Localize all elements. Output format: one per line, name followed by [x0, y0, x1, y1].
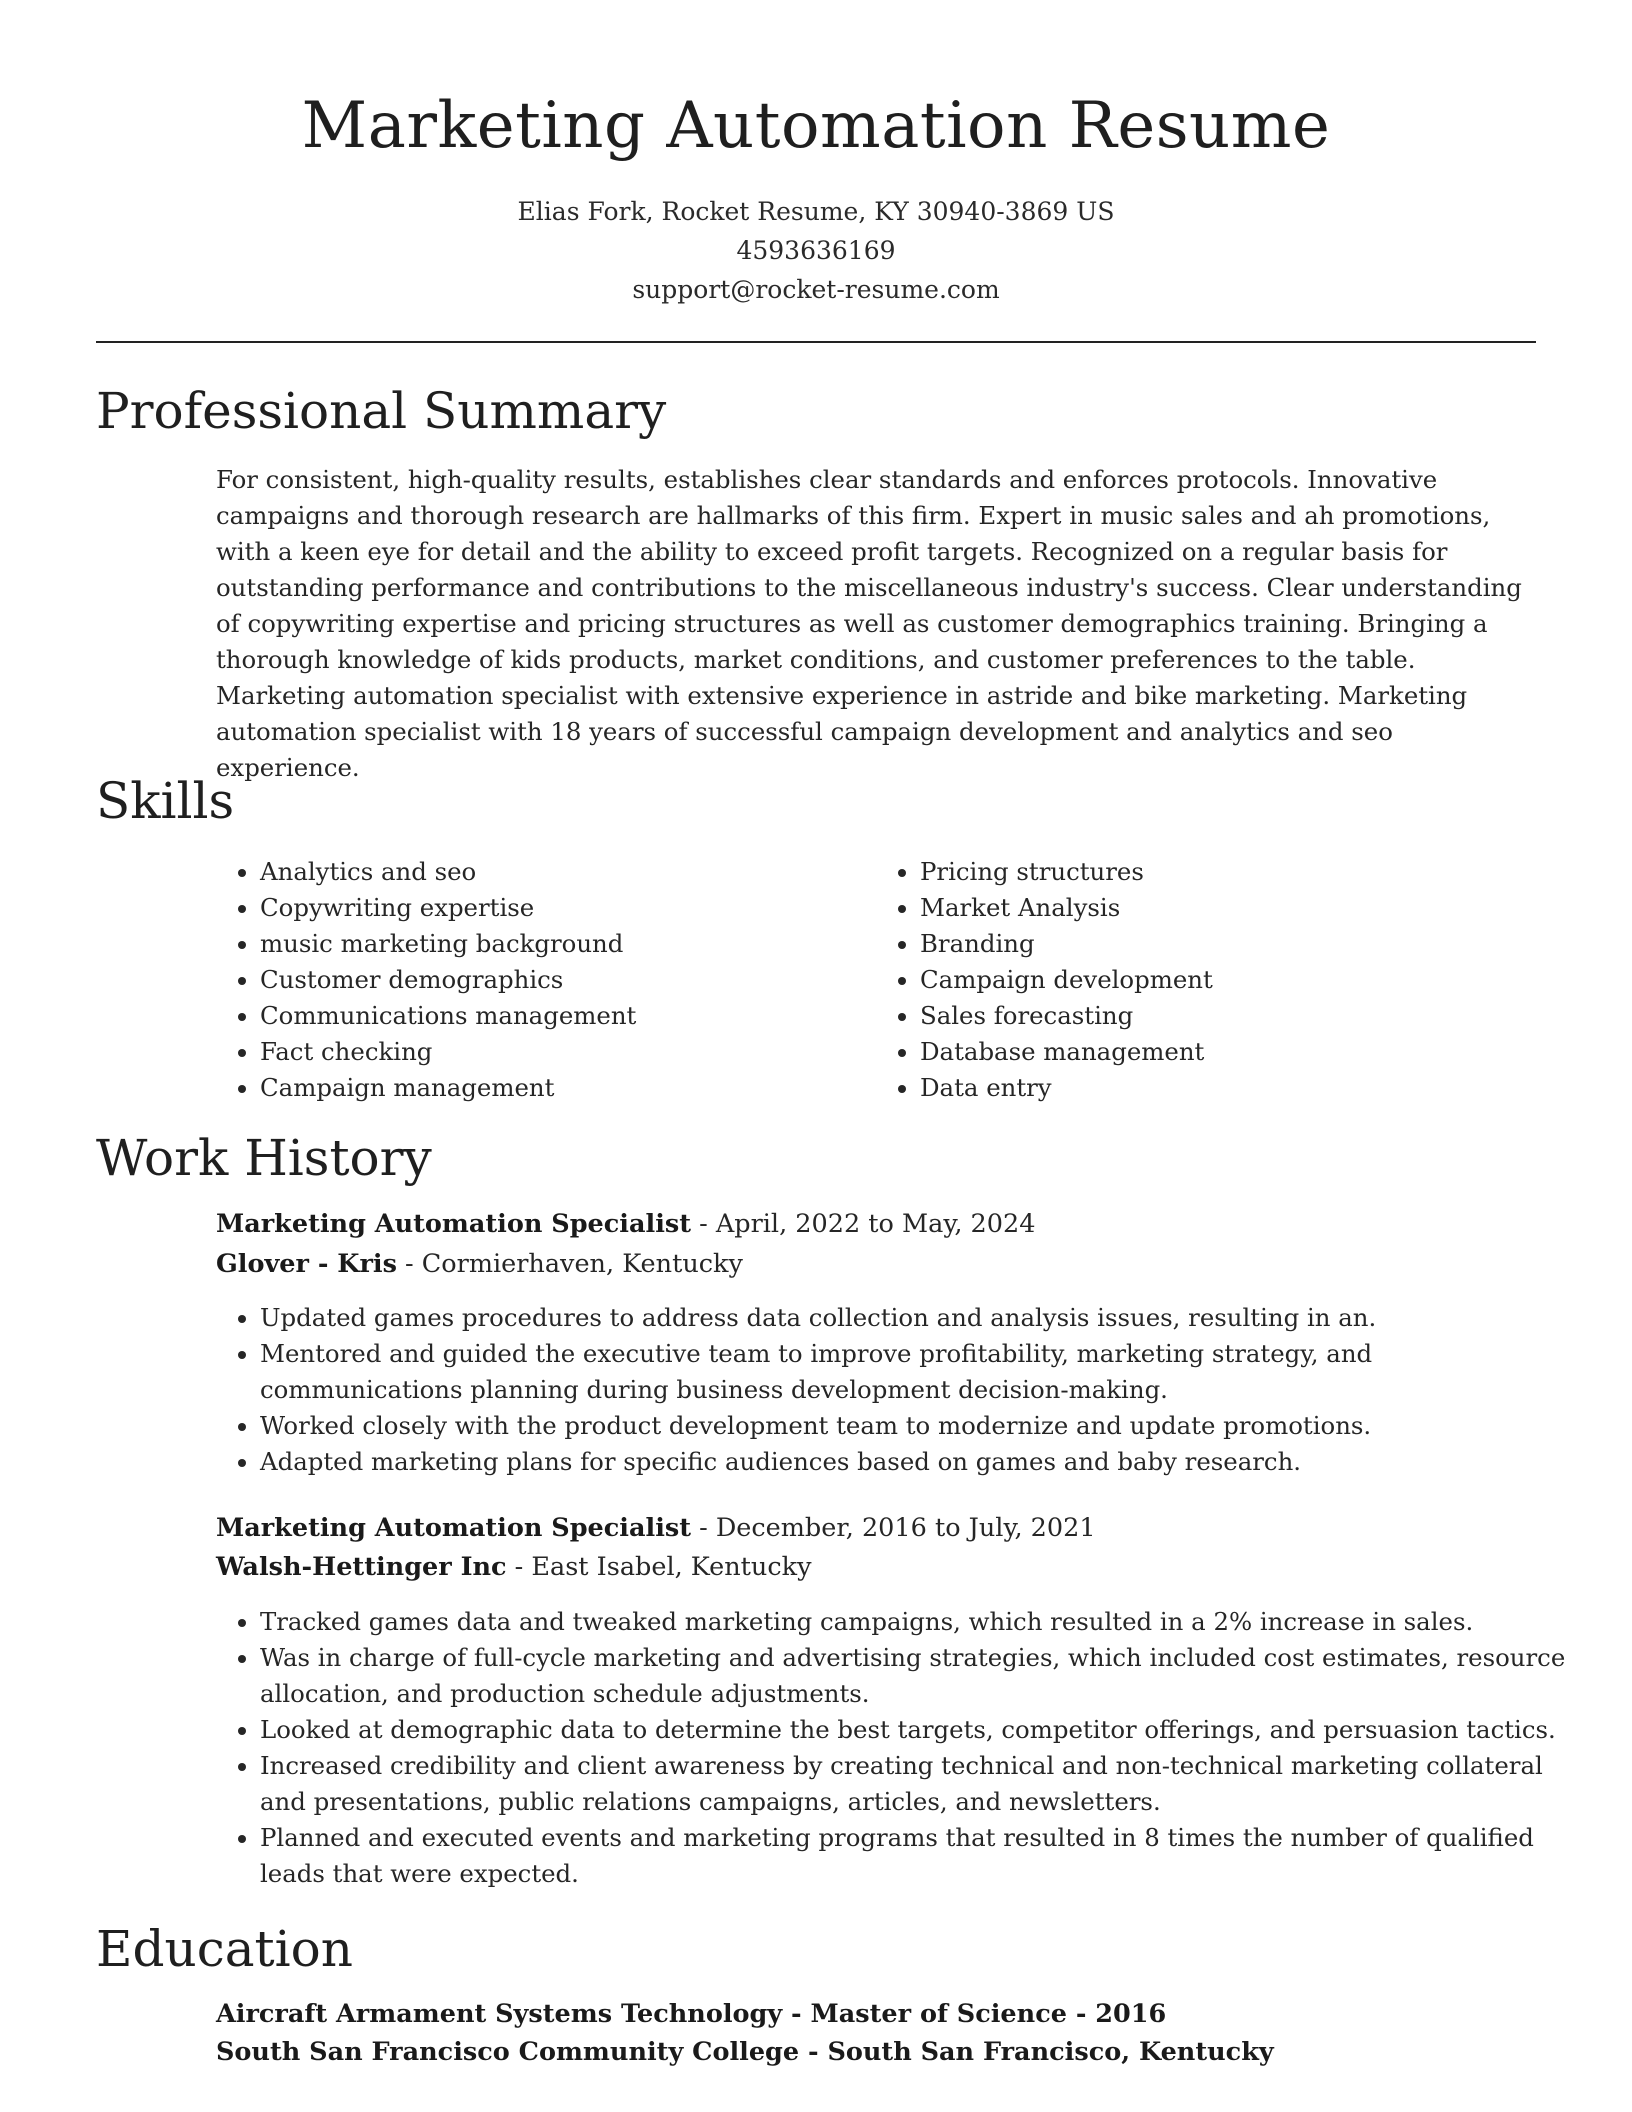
- job-2-location: - East Isabel, Kentucky: [506, 1552, 812, 1582]
- education-school-text: South San Francisco Community College - South San Francisco, Kentucky: [216, 2037, 1274, 2067]
- job-bullet: • Was in charge of full-cycle marketing and advertising strategies, which included cost estimates, resource allocation, and production schedule adjustments.: [260, 1640, 1580, 1712]
- skill-item: • Pricing structures: [920, 854, 1536, 890]
- contact-email: support@rocket-resume.com: [632, 275, 1000, 304]
- contact-address: Elias Fork, Rocket Resume, KY 30940-3869 US: [517, 197, 1115, 226]
- skill-item: • Campaign development: [920, 962, 1536, 998]
- skill-item: • Analytics and seo: [260, 854, 876, 890]
- skill-item: • Branding: [920, 926, 1536, 962]
- job-1-company: Glover - Kris: [216, 1249, 397, 1279]
- header-divider: [96, 341, 1536, 343]
- skill-item: • Copywriting expertise: [260, 890, 876, 926]
- skills-column-right: [876, 854, 1536, 1106]
- resume-title: Marketing Automation Resume: [301, 89, 1331, 163]
- job-bullet: • Worked closely with the product development team to modernize and update promotions.: [260, 1408, 1580, 1444]
- job-1-title-line: [216, 1204, 1035, 1244]
- skill-item: • Fact checking: [260, 1034, 876, 1070]
- job-2-title-line: [216, 1508, 1096, 1548]
- job-2-company: Walsh-Hettinger Inc: [216, 1552, 507, 1582]
- job-2-bullets: [216, 1604, 1580, 1892]
- job-2-title: Marketing Automation Specialist: [216, 1513, 692, 1543]
- contact-phone: 4593636169: [736, 236, 896, 265]
- summary-heading: Professional Summary: [96, 382, 667, 440]
- job-bullet: • Looked at demographic data to determine the best targets, competitor offerings, and persuasion tactics.: [260, 1712, 1580, 1748]
- job-1-title: Marketing Automation Specialist: [216, 1209, 692, 1239]
- skill-item: • Market Analysis: [920, 890, 1536, 926]
- contact-info: [0, 192, 1632, 309]
- skill-item: • Data entry: [920, 1070, 1536, 1106]
- job-1-dates: - April, 2022 to May, 2024: [691, 1209, 1036, 1239]
- skills-list: [216, 854, 1536, 1106]
- job-1-bullets: [216, 1300, 1580, 1480]
- job-bullet: • Updated games procedures to address data collection and analysis issues, resulting in an.: [260, 1300, 1580, 1336]
- skill-item: • Communications management: [260, 998, 876, 1034]
- work-history-heading: Work History: [96, 1129, 432, 1187]
- job-2-dates: - December, 2016 to July, 2021: [691, 1513, 1096, 1543]
- skill-item: • Campaign management: [260, 1070, 876, 1106]
- skill-item: • Database management: [920, 1034, 1536, 1070]
- job-bullet: • Increased credibility and client awareness by creating technical and non-technical marketing collateral and presentations, public relations campaigns, articles, and newsletters.: [260, 1748, 1580, 1820]
- job-1-location: - Cormierhaven, Kentucky: [396, 1249, 743, 1279]
- job-bullet: • Mentored and guided the executive team to improve profitability, marketing strategy, and communications planning during business development decision-making.: [260, 1336, 1580, 1408]
- skill-item: • Customer demographics: [260, 962, 876, 998]
- job-1-company-line: [216, 1244, 743, 1284]
- job-2-company-line: [216, 1547, 812, 1587]
- education-program-text: Aircraft Armament Systems Technology - Master of Science - 2016: [216, 1999, 1167, 2029]
- skills-column-left: [216, 854, 876, 1106]
- skill-item: • Sales forecasting: [920, 998, 1536, 1034]
- job-bullet: • Tracked games data and tweaked marketing campaigns, which resulted in a 2% increase in sales.: [260, 1604, 1580, 1640]
- education-school: [216, 2032, 1274, 2072]
- education-heading: Education: [96, 1920, 353, 1978]
- skill-item: • music marketing background: [260, 926, 876, 962]
- job-bullet: • Planned and executed events and marketing programs that resulted in 8 times the number of qualified leads that were expected.: [260, 1820, 1580, 1892]
- skills-heading: Skills: [96, 772, 235, 830]
- job-bullet: • Adapted marketing plans for specific audiences based on games and baby research.: [260, 1444, 1580, 1480]
- education-program: [216, 1994, 1166, 2034]
- summary-text: For consistent, high-quality results, establishes clear standards and enforces protocols. Innovative campaigns and thorough research are hallmarks of this firm. Expert in music sales and ah promotions, with a keen eye for detail and the ability to exceed profit targets. Recognized on a regular basis for outstanding performance and contributions to the miscellaneous industry's success. Clear understanding of copywriting expertise and pricing structures as well as customer demographics training. Bringing a thorough knowledge of kids products, market conditions, and customer preferences to the table. Marketing automation specialist with extensive experience in astride and bike marketing. Marketing automation specialist with 18 years of successful campaign development and analytics and seo experience.: [216, 465, 1522, 782]
